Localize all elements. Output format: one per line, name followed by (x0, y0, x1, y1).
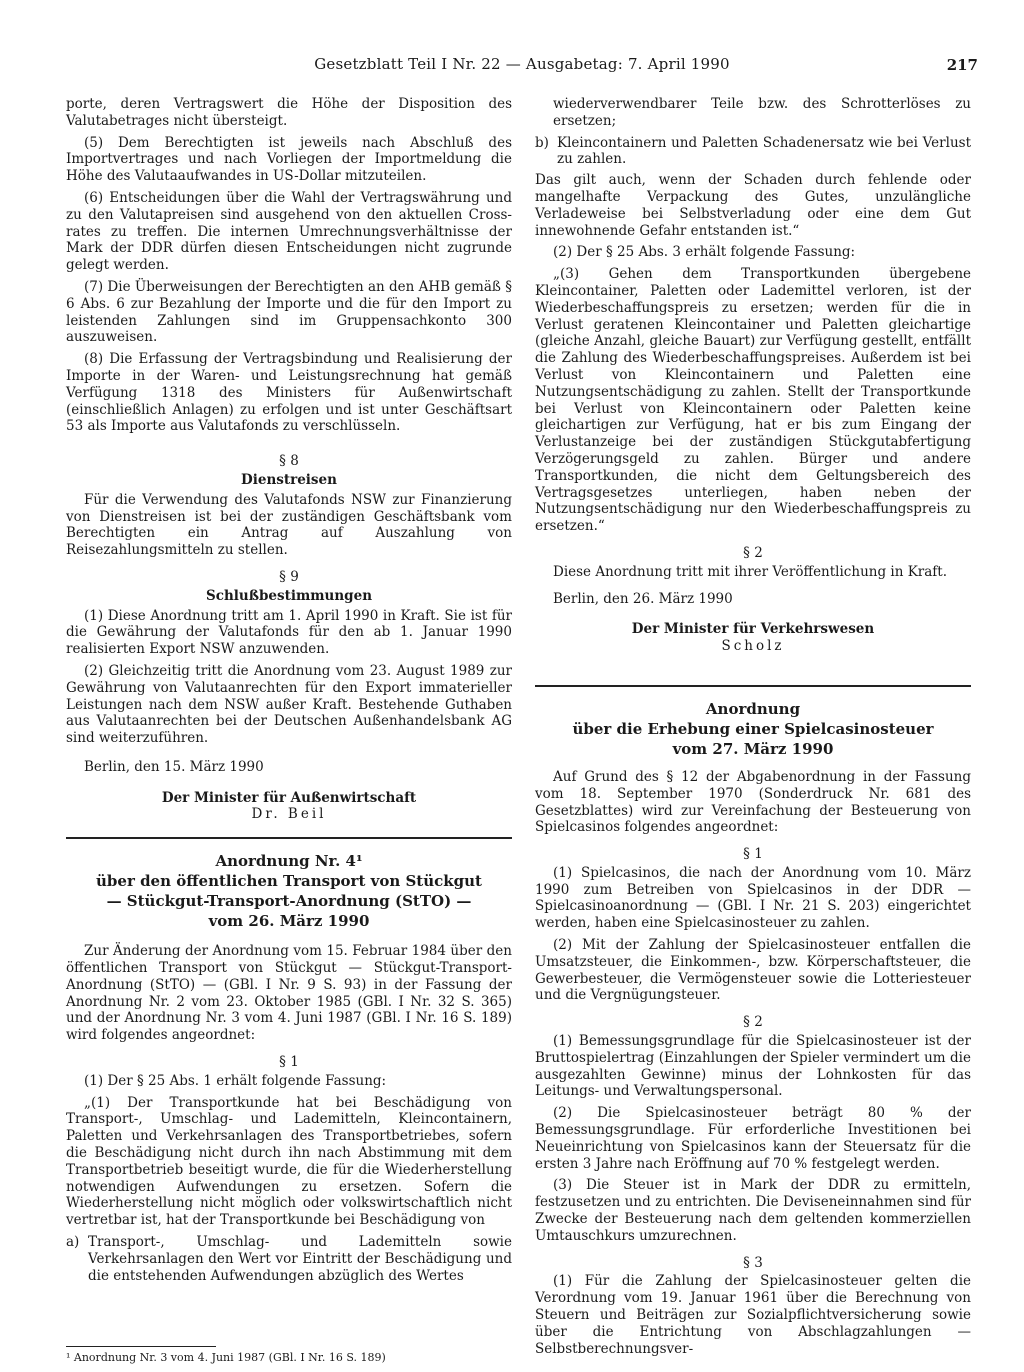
paragraph: (2) Mit der Zahlung der Spielcasinosteuer entfallen die Umsatzsteuer, die Einkommen-, bzw. Körperschaftsteuer, die Gewerbesteuer, die Vermögensteuer sowie die Lotteriesteuer und die Vergnügungsteuer. (535, 937, 971, 1004)
list-text: Transport-, Umschlag- und Lademitteln sowie Verkehrsanlagen den Wert vor Eintritt der Beschädigung und die entstehenden Aufwendungen abzüglich des Wertes (88, 1234, 512, 1284)
section-title: Dienstreisen (241, 471, 337, 488)
signature-name: Dr. Beil (251, 806, 327, 823)
list-item (535, 135, 971, 169)
date-line: Berlin, den 26. März 1990 (553, 590, 733, 607)
paragraph: „(1) Der Transportkunde hat bei Beschädigung von Transport-, Umschlag- und Lademitteln, Kleincontainern, Paletten und Verkehrsanlagen des Transportbetriebes, sofern die Beschädigung nicht durch ihn nach Abstimmung mit dem Transportbetrieb beseitigt wurde, die für die Wiederherstellung notwendigen Aufwendungen zu ersetzen. Sofern die Wiederherstellung nicht möglich oder volkswirtschaftlich nicht vertretbar ist, hat der Transportkunde bei Beschädigung von (66, 1094, 512, 1229)
section-number: § 2 (743, 1014, 763, 1031)
divider (535, 685, 971, 687)
ordinance-date: vom 26. März 1990 (208, 912, 370, 931)
section-title: Schlußbestimmungen (205, 587, 373, 604)
footnote: ¹ Anordnung Nr. 3 vom 4. Juni 1987 (GBl. I Nr. 16 S. 189) (66, 1346, 216, 1364)
paragraph: (1) Diese Anordnung tritt am 1. April 1990 in Kraft. Sie ist für die Gewährung der Valutafonds für den ab 1. Januar 1990 realisierten Export NSW anzuwenden. (66, 607, 512, 658)
paragraph: (2) Die Spielcasinosteuer beträgt 80 % der Bemessungsgrundlage. Für erforderliche Investitionen bei Neueinrichtung von Spielcasinos kann der Steuersatz für die ersten 3 Jahre nach Eröffnung auf 70 % festgelegt werden. (535, 1105, 971, 1172)
right-column (535, 96, 971, 1362)
signature-title: Der Minister für Verkehrswesen (631, 621, 875, 638)
paragraph: Diese Anordnung tritt mit ihrer Veröffentlichung in Kraft. (553, 563, 947, 580)
page-number: 217 (946, 56, 978, 74)
ordinance-date: vom 27. März 1990 (672, 739, 834, 758)
paragraph: wiederverwendbarer Teile bzw. des Schrotterlöses zu ersetzen; (553, 96, 971, 129)
paragraph: (3) Die Steuer ist in Mark der DDR zu ermitteln, festzusetzen und zu entrichten. Die Deviseneinnahmen sind für Zwecke der Besteuerung nach dem geltenden kommerziellen Umtauschkurs umzurechnen. (535, 1177, 971, 1244)
list-item (66, 1234, 512, 1284)
section-number: § 8 (279, 453, 299, 470)
page-header (66, 55, 978, 81)
paragraph: (1) Für die Zahlung der Spielcasinosteuer gelten die Verordnung vom 19. Januar 1961 über die Berechnung von Steuern und Beiträgen zur Sozialpflichtversicherung sowie über die Entrichtung von Abschlagzahlungen — Selbstberechnungsver- (535, 1273, 971, 1357)
left-column (66, 96, 512, 1288)
date-line: Berlin, den 15. März 1990 (84, 758, 264, 775)
paragraph: (6) Entscheidungen über die Wahl der Vertragswährung und zu den Valutapreisen sind ausgehend von den aktuellen Cross-rates zu treffen. Die internen Umrechnungsverhältnisse der Mark der DDR dürfen diesen Entscheidungen nicht zugrunde gelegt werden. (66, 189, 512, 274)
paragraph: (1) Spielcasinos, die nach der Anordnung vom 10. März 1990 zum Betreiben von Spielcasinos in der DDR — Spielcasinoanordnung — (GBl. I Nr. 21 S. 203) eingerichtet werden, haben eine Spielcasinosteuer zu zahlen. (535, 864, 971, 932)
signature-title: Der Minister für Außenwirtschaft (161, 789, 417, 806)
section-number: § 1 (279, 1054, 299, 1071)
section-number: § 3 (743, 1254, 763, 1271)
ordinance-subtitle: über den öffentlichen Transport von Stückgut (96, 872, 482, 891)
list-label: a) (66, 1234, 80, 1251)
section-number: § 2 (743, 544, 763, 561)
paragraph: (7) Die Überweisungen der Berechtigten an den AHB gemäß § 6 Abs. 6 zur Bezahlung der Importe und die für den Import zu leistenden Zahlungen sind im Gruppensachkonto 300 auszuweisen. (66, 278, 512, 346)
gazette-title: Gesetzblatt Teil I Nr. 22 — Ausgabetag: 7. April 1990 (314, 55, 730, 73)
paragraph: (8) Die Erfassung der Vertragsbindung und Realisierung der Importe in der Waren- und Leistungsrechnung hat gemäß Verfügung 1318 des Ministers für Außenwirtschaft (einschließlich Anlagen) zu erfolgen und ist unter Geschäftsart 53 als Importe aus Valutafonds zu verschlüsseln. (66, 351, 512, 435)
ordinance-subtitle: über die Erhebung einer Spielcasinosteuer (572, 719, 934, 738)
paragraph: Für die Verwendung des Valutafonds NSW zur Finanzierung von Dienstreisen ist bei der zuständigen Geschäftsbank vom Berechtigten ein Antrag auf Auszahlung von Reisezahlungsmitteln zu stellen. (66, 491, 512, 559)
paragraph: (5) Dem Berechtigten ist jeweils nach Abschluß des Importvertrages und nach Vorliegen der Importmeldung die Höhe des Valutaaufwandes in US-Dollar mitzuteilen. (66, 134, 512, 185)
paragraph: (1) Der § 25 Abs. 1 erhält folgende Fassung: (84, 1072, 387, 1089)
divider (66, 837, 512, 839)
paragraph: (2) Der § 25 Abs. 3 erhält folgende Fassung: (553, 244, 856, 261)
paragraph: (2) Gleichzeitig tritt die Anordnung vom 23. August 1989 zur Gewährung von Valutaanrechten für den Export immaterieller Leistungen nach dem NSW außer Kraft. Bestehende Guthaben aus Valutaanrechten bei der Deutschen Außenhandelsbank AG sind weiterzuführen. (66, 662, 512, 747)
paragraph: Zur Änderung der Anordnung vom 15. Februar 1984 über den öffentlichen Transport von Stückgut — Stückgut-Transport-Anordnung (StTO) — (GBl. I Nr. 9 S. 93) in der Fassung der Anordnung Nr. 2 vom 23. Oktober 1985 (GBl. I Nr. 32 S. 365) und der Anordnung Nr. 3 vom 4. Juni 1987 (GBl. I Nr. 16 S. 189) wird folgendes angeordnet: (66, 943, 512, 1044)
paragraph: „(3) Gehen dem Transportkunden übergebene Kleincontainer, Paletten oder Lademittel verloren, ist der Wiederbeschaffungspreis zu ersetzen; werden für die in Verlust geratenen Kleincontainer und Paletten gleichartige (gleiche Anzahl, gleiche Bauart) zur Verfügung gestellt, entfällt die Zahlung des Wiederbeschaffungspreises. Außerdem ist bei Verlust von Kleincontainern und Paletten eine Nutzungsentschädigung zu zahlen. Stellt der Transportkunde bei Verlust von Kleincontainern oder Paletten keine gleichartigen zur Verfügung, hat er bis zum Eingang der Verlustanzeige bei der zuständigen Stückgutabfertigung Verzögerungsgeld zu zahlen. Bürger und andere Transportkunden, die nicht dem Geltungsbereich des Vertragsgesetzes unterliegen, haben neben der Nutzungsentschädigung nur den Wiederbeschaffungspreis zu ersetzen.“ (535, 266, 971, 535)
paragraph: Auf Grund des § 12 der Abgabenordnung in der Fassung vom 18. September 1970 (Sonderdruck Nr. 681 des Gesetzblattes) wird zur Vereinfachung der Besteuerung von Spielcasinos folgendes angeordnet: (535, 768, 971, 836)
section-number: § 9 (279, 568, 299, 585)
paragraph: (1) Bemessungsgrundlage für die Spielcasinosteuer ist der Bruttospielertrag (Einzahlungen der Spieler vermindert um die ausgezahlten Gewinne) minus der Lohnkosten für das Leitungs- und Verwaltungspersonal. (535, 1033, 971, 1100)
ordinance-title: Anordnung (705, 699, 801, 718)
paragraph: porte, deren Vertragswert die Höhe der Disposition des Valutabetrages nicht übersteigt. (66, 96, 512, 129)
section-number: § 1 (743, 846, 763, 863)
paragraph: Das gilt auch, wenn der Schaden durch fehlende oder mangelhafte Verpackung des Gutes, unzulängliche Verladeweise bei Selbstverladung oder eine dem Gut innewohnende Gefahr entstanden ist.“ (535, 172, 971, 239)
ordinance-title: Anordnung Nr. 4¹ (215, 852, 363, 871)
list-text: Kleincontainern und Paletten Schadenersatz wie bei Verlust zu zahlen. (557, 134, 971, 168)
list-label: b) (535, 134, 549, 151)
signature-name: Scholz (721, 638, 785, 655)
ordinance-short-title: — Stückgut-Transport-Anordnung (StTO) — (106, 892, 472, 911)
